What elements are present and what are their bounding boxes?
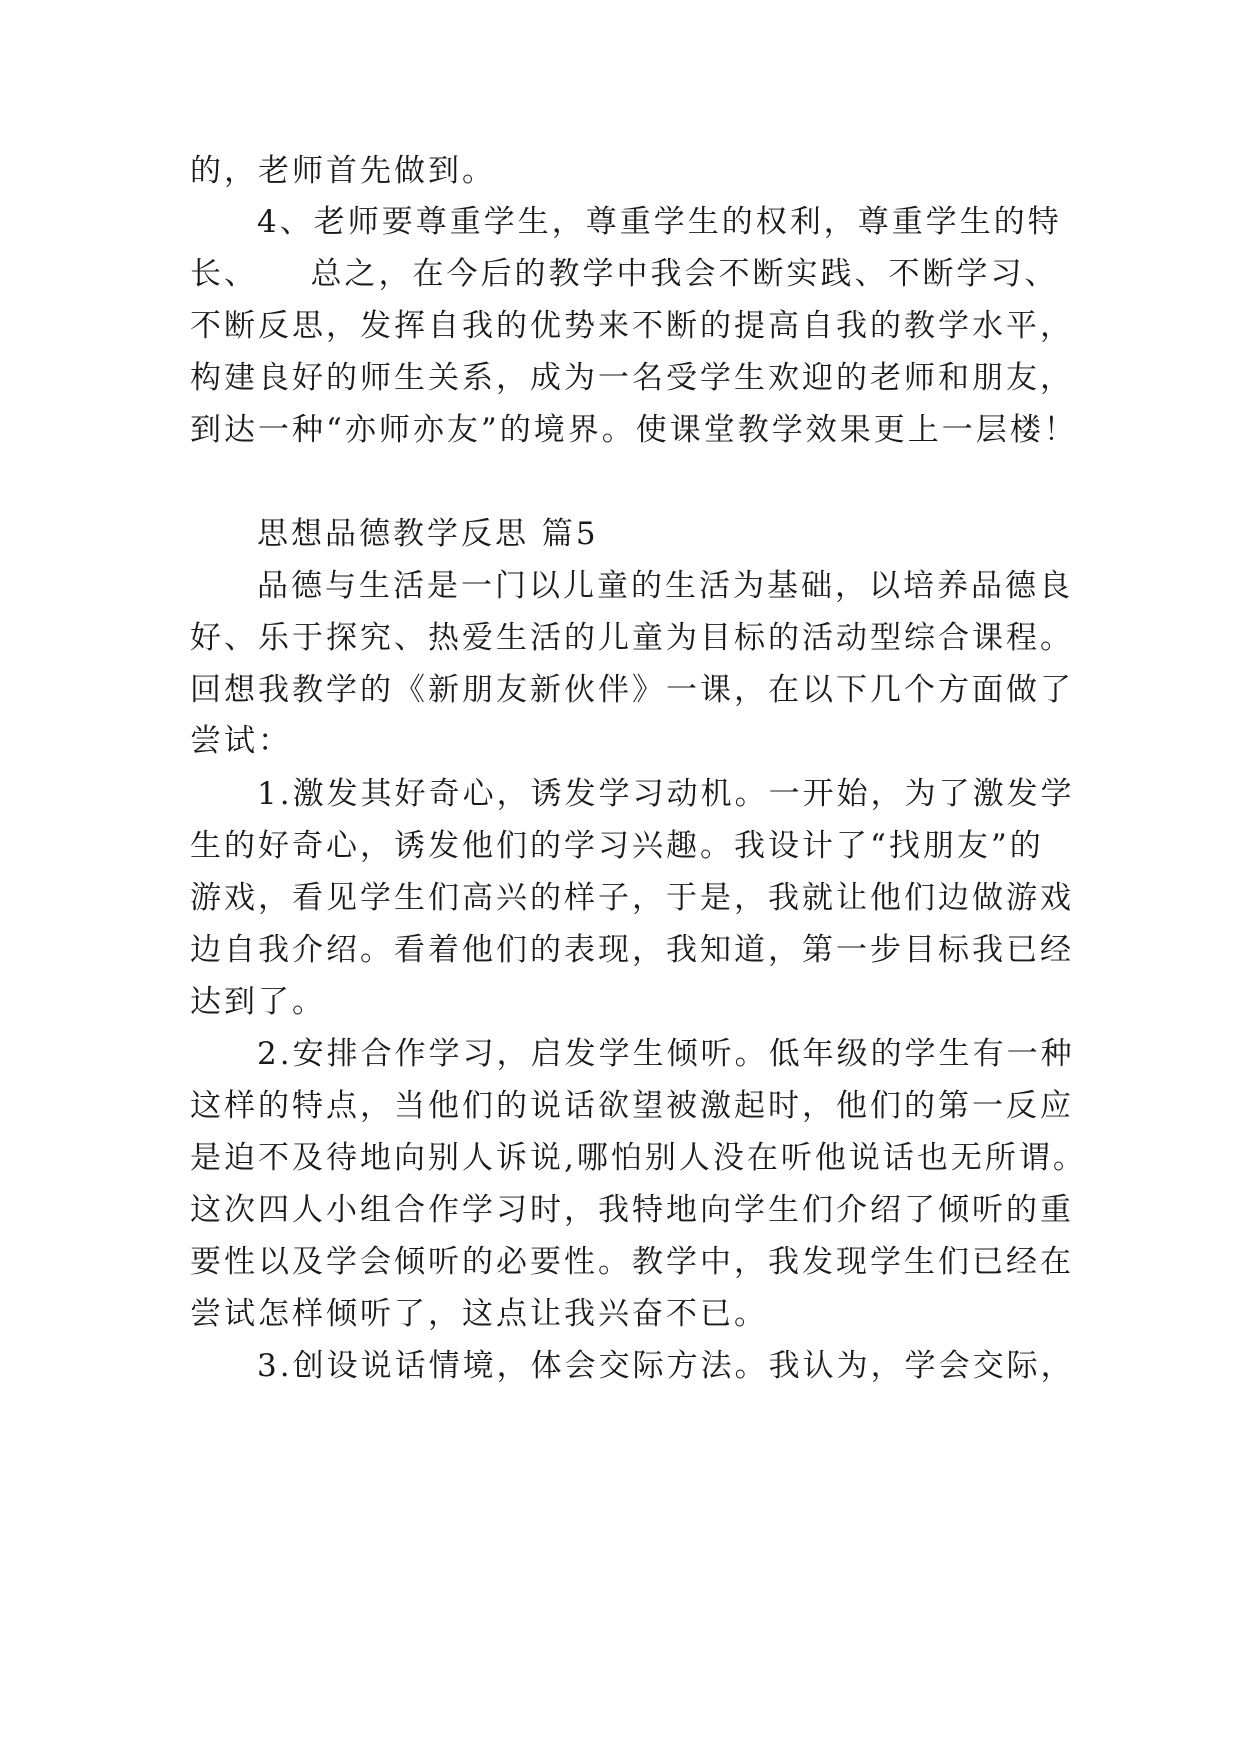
text-line: 到达一种“亦师亦友”的境界。使课堂教学效果更上一层楼！ xyxy=(190,412,1078,448)
text-line: 这样的特点，当他们的说话欲望被激起时，他们的第一反应 xyxy=(190,1088,1074,1124)
text-line: 的，老师首先做到。 xyxy=(190,153,496,189)
text-line: 不断反思，发挥自我的优势来不断的提高自我的教学水平， xyxy=(190,308,1074,344)
text-line: 尝试： xyxy=(190,723,292,759)
text-line: 这次四人小组合作学习时，我特地向学生们介绍了倾听的重 xyxy=(190,1192,1074,1228)
section-heading: 思想品德教学反思 篇5 xyxy=(257,516,599,552)
text-line: 2.安排合作学习，启发学生倾听。低年级的学生有一种 xyxy=(257,1036,1075,1072)
text-line: 构建良好的师生关系，成为一名受学生欢迎的老师和朋友， xyxy=(190,360,1074,396)
text-line: 1.激发其好奇心，诱发学习动机。一开始，为了激发学 xyxy=(257,776,1075,812)
text-line: 品德与生活是一门以儿童的生活为基础，以培养品德良 xyxy=(257,568,1073,604)
text-line: 尝试怎样倾听了，这点让我兴奋不已。 xyxy=(190,1296,768,1332)
text-line: 好、乐于探究、热爱生活的儿童为目标的活动型综合课程。 xyxy=(190,620,1074,656)
text-line: 边自我介绍。看着他们的表现，我知道，第一步目标我已经 xyxy=(190,932,1074,968)
text-line: 长、 总之，在今后的教学中我会不断实践、不断学习、 xyxy=(190,256,1059,292)
text-line: 回想我教学的《新朋友新伙伴》一课，在以下几个方面做了 xyxy=(190,672,1074,708)
text-line: 3.创设说话情境，体会交际方法。我认为，学会交际， xyxy=(257,1348,1075,1384)
text-line: 生的好奇心，诱发他们的学习兴趣。我设计了“找朋友”的 xyxy=(190,828,1044,864)
text-line: 是迫不及待地向别人诉说,哪怕别人没在听他说话也无所谓。 xyxy=(190,1140,1087,1176)
text-line: 达到了。 xyxy=(190,984,326,1020)
text-line: 游戏，看见学生们高兴的样子，于是，我就让他们边做游戏 xyxy=(190,880,1074,916)
text-line: 4、老师要尊重学生，尊重学生的权利，尊重学生的特 xyxy=(257,204,1062,240)
text-line: 要性以及学会倾听的必要性。教学中，我发现学生们已经在 xyxy=(190,1244,1074,1280)
